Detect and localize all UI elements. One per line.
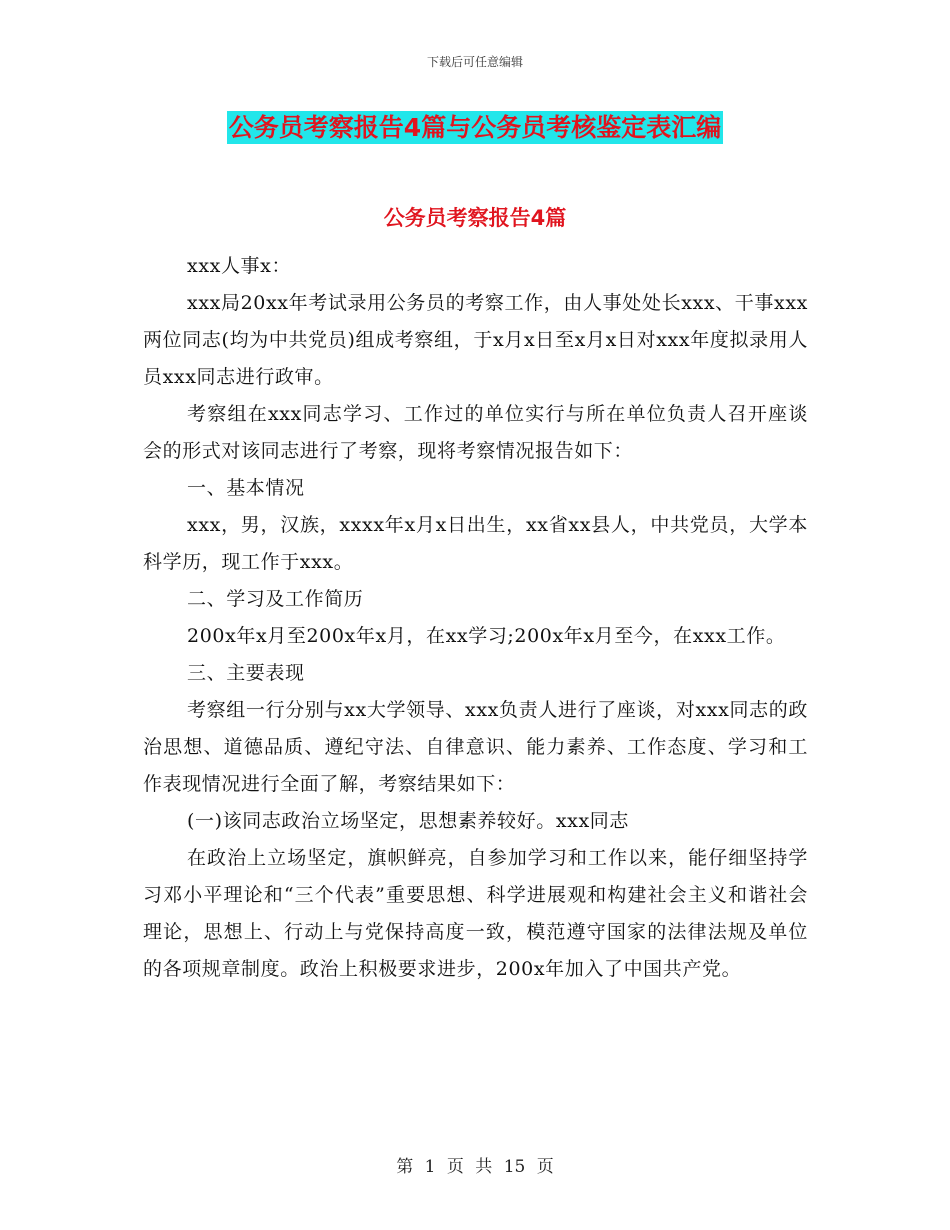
heading-resume: 二、学习及工作简历 <box>187 588 364 610</box>
paragraph-performance: 考察组一行分别与xx大学领导、xxx负责人进行了座谈，对xxx同志的政治思想、道德品质、遵纪守法、自律意识、能力素养、工作态度、学习和工作表现情况进行全面了解，考察结果如下： <box>143 699 808 795</box>
heading-basic-info: 一、基本情况 <box>187 477 305 499</box>
paragraph-political: 在政治上立场坚定，旗帜鲜亮，自参加学习和工作以来，能仔细坚持学习邓小平理论和“三个代表”重要思想、科学进展观和构建社会主义和谐社会理论，思想上、行动上与党保持高度一致，模范遵守国家的法律法规及单位的各项规章制度。政治上积极要求进步，200x年加入了中国共产党。 <box>143 847 808 980</box>
document-title-text: 公务员考察报告4篇与公务员考核鉴定表汇编 <box>228 113 722 142</box>
paragraph-resume: 200x年x月至200x年x月，在xx学习;200x年x月至今，在xxx工作。 <box>187 625 786 647</box>
header-note: 下载后可任意编辑 <box>426 55 523 69</box>
section-title: 公务员考察报告4篇 <box>383 206 567 230</box>
document-body <box>143 248 808 988</box>
heading-performance: 三、主要表现 <box>187 662 305 684</box>
document-title <box>0 110 950 146</box>
page-footer: 第 1 页 共 15 页 <box>396 1157 554 1177</box>
salutation: xxx人事x： <box>187 255 292 277</box>
subheading-political: (一)该同志政治立场坚定，思想素养较好。xxx同志 <box>187 810 629 832</box>
paragraph-intro: xxx局20xx年考试录用公务员的考察工作，由人事处处长xxx、干事xxx两位同志(均为中共党员)组成考察组，于x月x日至x月x日对xxx年度拟录用人员xxx同志进行政审。 <box>143 292 808 388</box>
paragraph-basic-info: xxx，男，汉族，xxxx年x月x日出生，xx省xx县人，中共党员，大学本科学历，现工作于xxx。 <box>143 514 808 573</box>
paragraph-method: 考察组在xxx同志学习、工作过的单位实行与所在单位负责人召开座谈会的形式对该同志进行了考察，现将考察情况报告如下： <box>143 403 808 462</box>
